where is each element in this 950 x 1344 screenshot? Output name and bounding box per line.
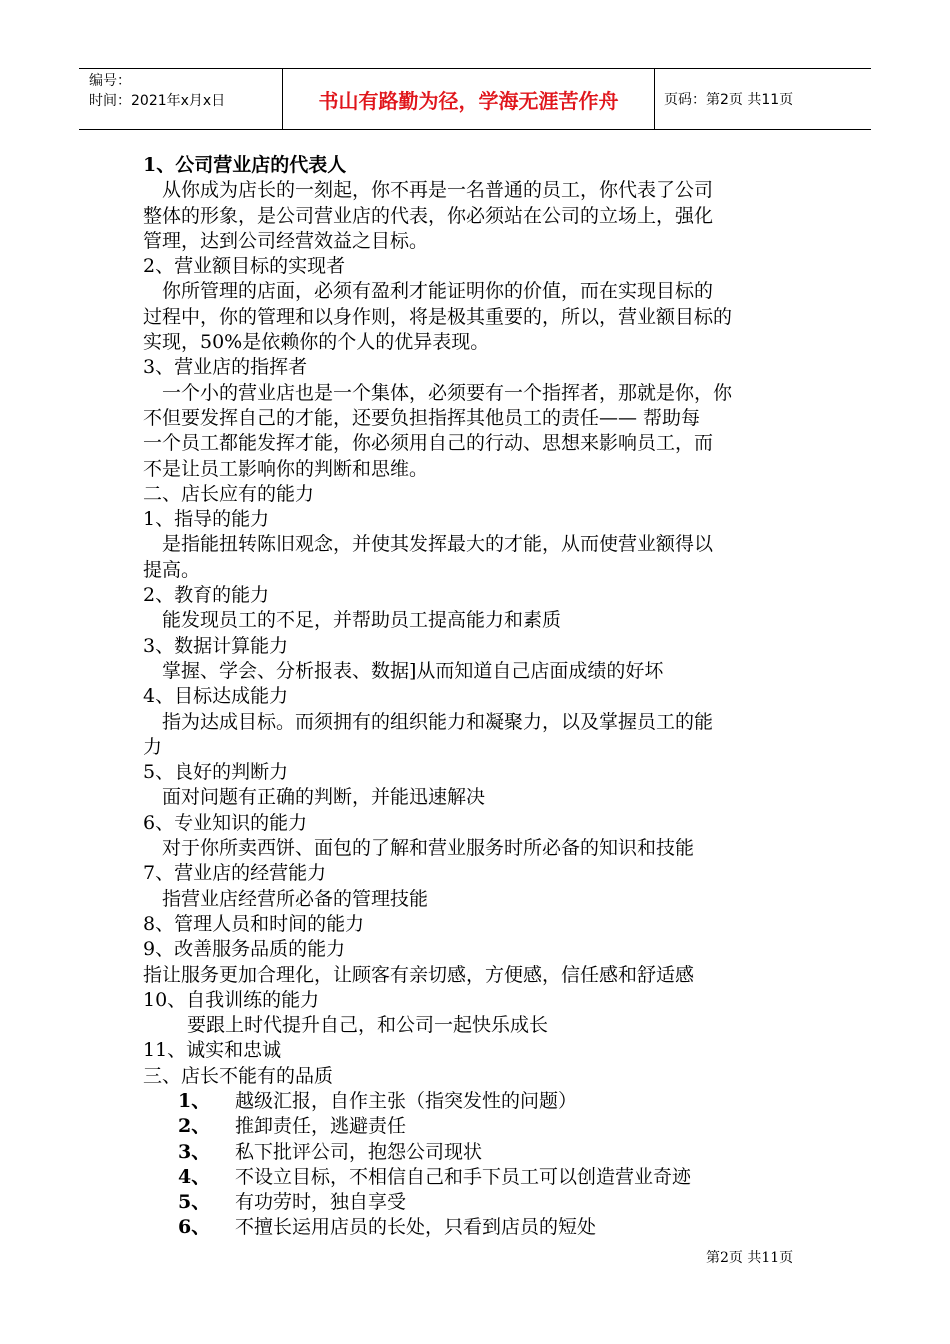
paragraph-line: 实现，50%是依赖你的个人的优异表现。 [143,331,490,354]
list-text: 推卸责任，逃避责任 [235,1115,407,1138]
paragraph-line: 能发现员工的不足，并帮助员工提高能力和素质 [162,609,562,632]
paragraph-line: 要跟上时代提升自己，和公司一起快乐成长 [187,1014,549,1037]
section-heading: 3、数据计算能力 [143,634,289,657]
list-number: 6、 [178,1216,211,1239]
section-heading: 7、营业店的经营能力 [143,862,327,885]
list-item [143,1089,813,1114]
paragraph-line: 面对问题有正确的判断，并能迅速解决 [162,786,486,809]
part-heading: 三、店长不能有的品质 [143,1064,334,1087]
list-number: 4、 [178,1165,211,1188]
list-text: 有功劳时，独自享受 [235,1191,407,1214]
paragraph-line: 是指能扭转陈旧观念，并使其发挥最大的才能，从而使营业额得以 [162,533,714,556]
paragraph-line: 过程中，你的管理和以身作则，将是极其重要的，所以，营业额目标的 [143,305,733,328]
section-heading: 4、目标达成能力 [143,685,289,708]
header-page-info: 页码：第2页 共11页 [664,92,794,108]
paragraph-line: 不是让员工影响你的判断和思维。 [143,457,429,480]
section-heading: 6、专业知识的能力 [143,811,308,834]
section-heading: 5、良好的判断力 [143,761,289,784]
paragraph-line: 一个员工都能发挥才能，你必须用自己的行动、思想来影响员工，而 [143,432,714,455]
section-heading [143,254,813,279]
list-item [143,1114,813,1139]
paragraph-line: 指让服务更加合理化，让顾客有亲切感，方便感，信任感和舒适感 [143,963,695,986]
list-item [143,1190,813,1215]
paragraph-line: 管理，达到公司经营效益之目标。 [143,229,429,252]
number-label: 编号： [89,73,131,89]
document-body [143,153,813,1241]
list-text: 私下批评公司，抱怨公司现状 [235,1140,483,1163]
section-heading: 10、自我训练的能力 [143,988,320,1011]
list-text: 越级汇报，自作主张（指突发性的问题） [235,1089,578,1112]
heading-text: 2、营业额目标的实现者 [143,255,346,278]
section-heading: 2、教育的能力 [143,584,270,607]
paragraph-line: 提高。 [143,558,201,581]
list-number: 2、 [178,1115,211,1138]
header-motto: 书山有路勤为径，学海无涯苦作舟 [318,88,619,113]
paragraph-line: 一个小的营业店也是一个集体，必须要有一个指挥者，那就是你，你 [162,381,733,404]
section-heading: 1、指导的能力 [143,508,270,531]
section-heading [143,355,813,380]
list-text: 不擅长运用店员的长处，只看到店员的短处 [235,1216,597,1239]
part-heading: 二、店长应有的能力 [143,482,315,505]
section-heading: 9、改善服务品质的能力 [143,938,346,961]
heading-text: 1、公司营业店的代表人 [143,154,347,176]
paragraph-line: 你所管理的店面，必须有盈利才能证明你的价值，而在实现目标的 [162,280,714,303]
heading-text: 3、营业店的指挥者 [143,356,308,379]
list-number: 3、 [178,1140,211,1163]
list-number: 5、 [178,1191,211,1214]
header-divider [654,69,655,129]
section-heading [143,153,813,178]
section-heading: 8、管理人员和时间的能力 [143,912,365,935]
paragraph-line: 对于你所卖西饼、面包的了解和营业服务时所必备的知识和技能 [162,837,695,860]
paragraph-line: 从你成为店长的一刻起，你不再是一名普通的员工，你代表了公司 [162,179,714,202]
header-meta [89,71,284,111]
paragraph-line: 整体的形象，是公司营业店的代表，你必须站在公司的立场上，强化 [143,204,714,227]
list-text: 不设立目标，不相信自己和手下员工可以创造营业奇迹 [235,1165,692,1188]
time-label: 时间：2021年x月x日 [89,93,226,109]
list-item [143,1165,813,1190]
page-header [79,68,871,130]
paragraph-line: 指为达成目标。而须拥有的组织能力和凝聚力，以及掌握员工的能 [162,710,714,733]
section-heading: 11、诚实和忠诚 [143,1039,282,1062]
paragraph-line: 指营业店经营所必备的管理技能 [162,887,429,910]
list-number: 1、 [178,1089,211,1112]
page-footer: 第2页 共11页 [706,1250,794,1266]
paragraph-line: 掌握、学会、分析报表、数据]从而知道自己店面成绩的好坏 [162,659,664,682]
list-item [143,1215,813,1240]
list-item [143,1140,813,1165]
paragraph-line: 力 [143,735,163,758]
paragraph-line: 不但要发挥自己的才能，还要负担指挥其他员工的责任—— 帮助每 [143,406,701,429]
